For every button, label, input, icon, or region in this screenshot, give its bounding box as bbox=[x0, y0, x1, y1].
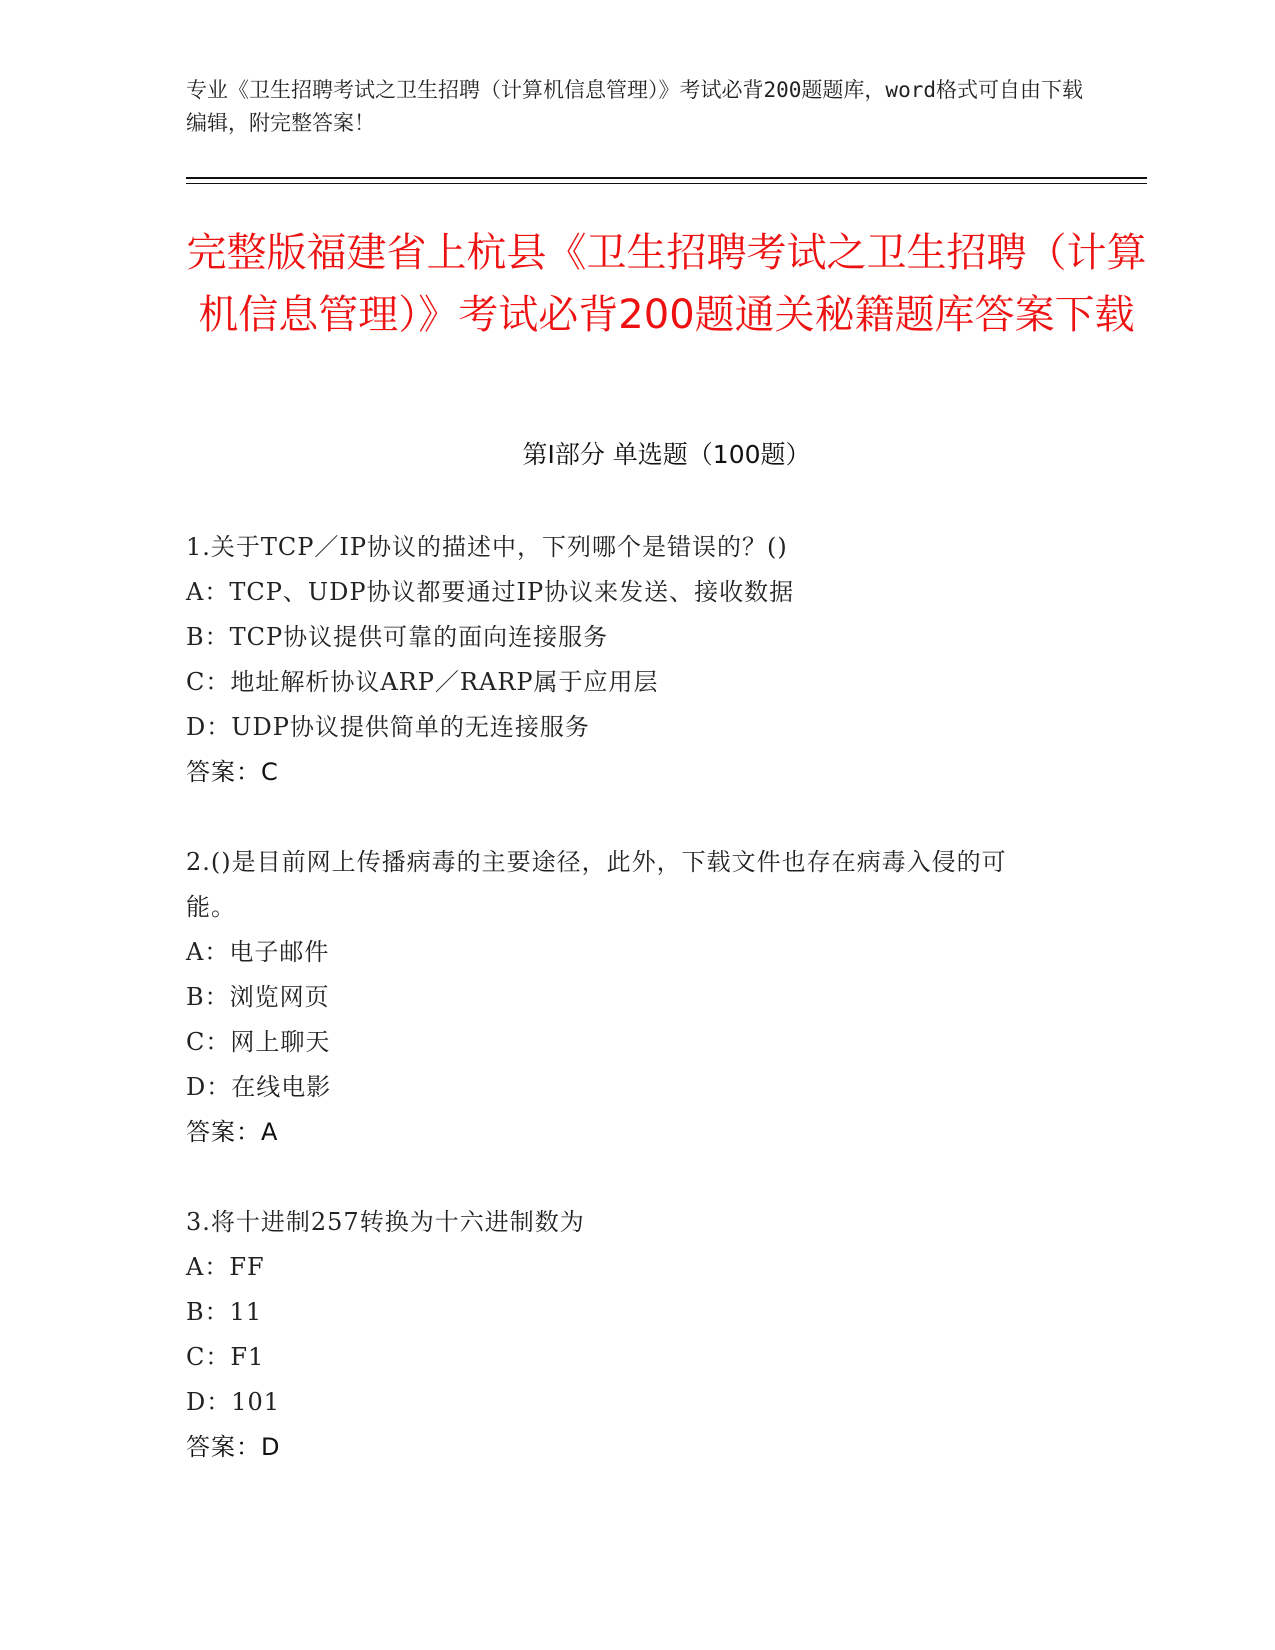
answer: 答案：A bbox=[186, 1118, 279, 1146]
question-3 bbox=[186, 1200, 1056, 1470]
option-c: C：地址解析协议ARP／RARP属于应用层 bbox=[186, 668, 659, 696]
option-d: D：UDP协议提供简单的无连接服务 bbox=[186, 713, 590, 741]
answer: 答案：C bbox=[186, 758, 279, 786]
question-1 bbox=[186, 525, 1056, 795]
header-note: 专业《卫生招聘考试之卫生招聘（计算机信息管理）》考试必背200题题库，word格式可自由下载编辑，附完整答案！ bbox=[186, 78, 1083, 135]
option-c: C：F1 bbox=[186, 1343, 265, 1371]
header-rule-thick bbox=[186, 177, 1147, 179]
answer: 答案：D bbox=[186, 1433, 281, 1461]
question-stem: 3.将十进制257转换为十六进制数为 bbox=[186, 1208, 585, 1236]
option-c: C：网上聊天 bbox=[186, 1028, 331, 1056]
option-a: A：TCP、UDP协议都要通过IP协议来发送、接收数据 bbox=[186, 578, 795, 606]
section-heading: 第I部分 单选题（100题） bbox=[522, 440, 811, 469]
option-a: A：电子邮件 bbox=[186, 938, 330, 966]
header-rule-thin bbox=[186, 183, 1147, 184]
question-stem: 2.()是目前网上传播病毒的主要途径，此外，下载文件也存在病毒入侵的可能。 bbox=[186, 848, 1007, 921]
option-b: B：TCP协议提供可靠的面向连接服务 bbox=[186, 623, 609, 651]
option-b: B：11 bbox=[186, 1298, 263, 1326]
option-b: B：浏览网页 bbox=[186, 983, 330, 1011]
option-d: D：在线电影 bbox=[186, 1073, 332, 1101]
question-list bbox=[186, 525, 1056, 1515]
document-title: 完整版福建省上杭县《卫生招聘考试之卫生招聘（计算机信息管理）》考试必背200题通关秘籍题库答案下载 bbox=[186, 230, 1147, 338]
question-stem: 1.关于TCP／IP协议的描述中，下列哪个是错误的？() bbox=[186, 533, 788, 561]
question-2 bbox=[186, 840, 1056, 1155]
option-a: A：FF bbox=[186, 1253, 265, 1281]
option-d: D：101 bbox=[186, 1388, 281, 1416]
